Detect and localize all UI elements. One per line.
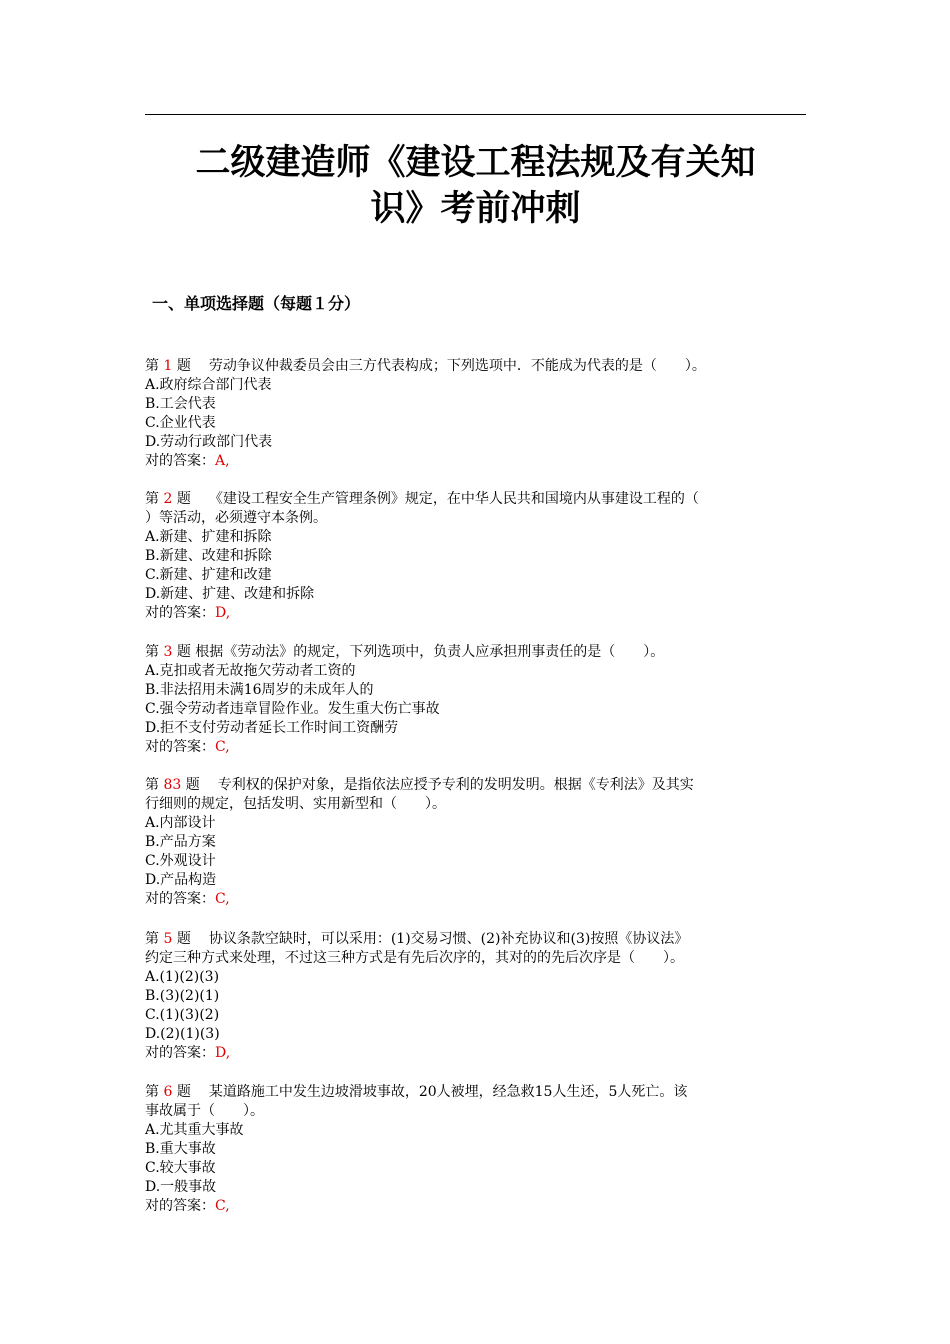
option-a: A.内部设计	[145, 815, 216, 831]
option-d: D.劳动行政部门代表	[145, 434, 273, 450]
answer-line: 对的答案：D,	[145, 605, 231, 621]
option-c: C.新建、扩建和改建	[145, 567, 272, 583]
answer-value: D,	[215, 605, 231, 621]
question-number: 6	[163, 1084, 173, 1100]
question-stem: 根据《劳动法》的规定，下列选项中，负责人应承担刑事责任的是（ ）。	[195, 644, 665, 660]
answer-line: 对的答案：C,	[145, 891, 230, 907]
question-block: 第 83 题 专利权的保护对象，是指依法应授予专利的发明发明。根据《专利法》及其实 行细则的规定，包括发明、实用新型和（ ）。 A.内部设计 B.产品方案 C.外观设计 D.产品构造 对的答案：C,	[145, 776, 820, 909]
option-a: A.(1)(2)(3)	[145, 969, 220, 985]
option-b: B.产品方案	[145, 834, 216, 850]
option-c: C.较大事故	[145, 1160, 216, 1176]
option-b: B.重大事故	[145, 1141, 216, 1157]
answer-line: 对的答案：A,	[145, 453, 230, 469]
answer-value: C,	[215, 891, 230, 907]
option-b: B.非法招用未满16周岁的未成年人的	[145, 682, 374, 698]
option-d: D.一般事故	[145, 1179, 217, 1195]
answer-value: D,	[215, 1045, 231, 1061]
answer-value: A,	[215, 453, 230, 469]
option-b: B.工会代表	[145, 396, 216, 412]
question-block: 第 2 题 《建设工程安全生产管理条例》规定，在中华人民共和国境内从事建设工程的（ ）等活动，必须遵守本条例。 A.新建、扩建和拆除 B.新建、改建和拆除 C.新建、扩建和改建 D.新建、扩建、改建和拆除 对的答案：D,	[145, 490, 820, 623]
option-d: D.产品构造	[145, 872, 217, 888]
question-stem: 专利权的保护对象，是指依法应授予专利的发明发明。根据《专利法》及其实	[217, 777, 694, 793]
answer-value: C,	[215, 739, 230, 755]
header-rule	[145, 114, 806, 115]
question-stem: 劳动争议仲裁委员会由三方代表构成；下列选项中．不能成为代表的是（ ）。	[208, 358, 706, 374]
question-number: 3	[163, 644, 173, 660]
answer-line: 对的答案：D,	[145, 1045, 231, 1061]
option-d: D.(2)(1)(3)	[145, 1026, 220, 1042]
option-a: A.政府综合部门代表	[145, 377, 272, 393]
question-stem-continued: 行细则的规定，包括发明、实用新型和（ ）。	[145, 796, 446, 812]
question-block: 第 5 题 协议条款空缺时，可以采用：(1)交易习惯、(2)补充协议和(3)按照《协议法》 约定三种方式来处理，不过这三种方式是有先后次序的，其对的的先后次序是（ ）。 A.(1)(2)(3) B.(3)(2)(1) C.(1)(3)(2) D.(2)(1)(3) 对的答案：D,	[145, 930, 820, 1063]
option-a: A.新建、扩建和拆除	[145, 529, 272, 545]
question-stem-continued: ）等活动，必须遵守本条例。	[145, 510, 327, 526]
option-d: D.拒不支付劳动者延长工作时间工资酬劳	[145, 720, 399, 736]
answer-line: 对的答案：C,	[145, 739, 230, 755]
answer-value: C,	[215, 1198, 230, 1214]
answer-line: 对的答案：C,	[145, 1198, 230, 1214]
question-block: 第 3 题 根据《劳动法》的规定，下列选项中，负责人应承担刑事责任的是（ ）。 A.克扣或者无故拖欠劳动者工资的 B.非法招用未满16周岁的未成年人的 C.强令劳动者违章冒险作业。发生重大伤亡事故 D.拒不支付劳动者延长工作时间工资酬劳 对的答案：C,	[145, 643, 820, 757]
title-line-2: 识》考前冲刺	[370, 189, 581, 229]
option-c: C.企业代表	[145, 415, 216, 431]
question-block: 第 1 题 劳动争议仲裁委员会由三方代表构成；下列选项中．不能成为代表的是（ ）。 A.政府综合部门代表 B.工会代表 C.企业代表 D.劳动行政部门代表 对的答案：A,	[145, 357, 820, 471]
question-block: 第 6 题 某道路施工中发生边坡滑坡事故，20人被埋，经急救15人生还，5人死亡。该 事故属于（ ）。 A.尤其重大事故 B.重大事故 C.较大事故 D.一般事故 对的答案：C,	[145, 1083, 820, 1216]
question-stem: 《建设工程安全生产管理条例》规定，在中华人民共和国境内从事建设工程的（	[208, 491, 699, 507]
title-line-1: 二级建造师《建设工程法规及有关知	[195, 143, 756, 183]
question-stem-continued: 约定三种方式来处理，不过这三种方式是有先后次序的，其对的的先后次序是（ ）。	[145, 950, 684, 966]
question-number: 5	[163, 931, 173, 947]
option-a: A.尤其重大事故	[145, 1122, 244, 1138]
option-c: C.外观设计	[145, 853, 216, 869]
section-heading: 一、单项选择题（每题１分）	[152, 294, 361, 313]
question-stem: 某道路施工中发生边坡滑坡事故，20人被埋，经急救15人生还，5人死亡。该	[208, 1084, 688, 1100]
question-number: 83	[163, 777, 182, 793]
option-c: C.强令劳动者违章冒险作业。发生重大伤亡事故	[145, 701, 440, 717]
question-stem-continued: 事故属于（ ）。	[145, 1103, 264, 1119]
question-number: 1	[163, 358, 173, 374]
option-d: D.新建、扩建、改建和拆除	[145, 586, 315, 602]
option-a: A.克扣或者无故拖欠劳动者工资的	[145, 663, 356, 679]
question-stem: 协议条款空缺时，可以采用：(1)交易习惯、(2)补充协议和(3)按照《协议法》	[208, 931, 689, 947]
option-c: C.(1)(3)(2)	[145, 1007, 220, 1023]
question-number: 2	[163, 491, 173, 507]
option-b: B.(3)(2)(1)	[145, 988, 220, 1004]
document-title	[145, 140, 806, 232]
option-b: B.新建、改建和拆除	[145, 548, 272, 564]
